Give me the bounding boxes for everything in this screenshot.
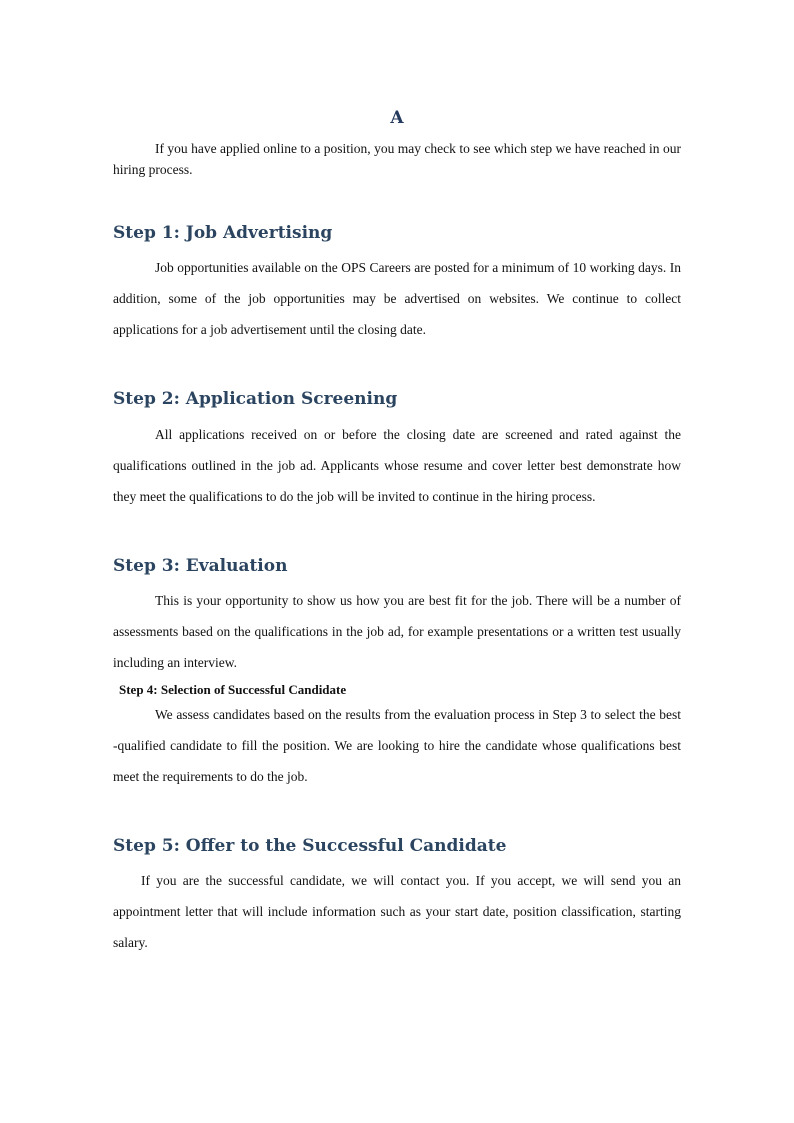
step-2-heading: Step 2: Application Screening <box>113 389 398 409</box>
intro-paragraph: If you have applied online to a position, you may check to see which step we have reached in our hiring process. <box>113 141 681 177</box>
step-1-heading: Step 1: Job Advertising <box>113 223 333 243</box>
step-5-paragraph: If you are the successful candidate, we will contact you. If you accept, we will send you an appointment letter that will include information such as your start date, position classification, starting salary. <box>113 873 681 950</box>
step-4-paragraph: We assess candidates based on the results from the evaluation process in Step 3 to select the best -qualified candidate to fill the position. We are looking to hire the candidate whose qualifications best meet the requirements to do the job. <box>113 707 681 784</box>
step-1-paragraph: Job opportunities available on the OPS Careers are posted for a minimum of 10 working days. In addition, some of the job opportunities may be advertised on websites. We continue to collect applications for a job advertisement until the closing date. <box>113 260 681 337</box>
step-3-heading: Step 3: Evaluation <box>113 556 288 576</box>
step-4-heading: Step 4: Selection of Successful Candidate <box>119 682 347 697</box>
step-5-heading: Step 5: Offer to the Successful Candidate <box>113 836 507 856</box>
step-2-paragraph: All applications received on or before the closing date are screened and rated against the qualifications outlined in the job ad. Applicants whose resume and cover letter best demonstrate how they meet the qualifications to do the job will be invited to continue in the hiring process. <box>113 427 681 504</box>
document-title: A <box>390 108 404 128</box>
step-3-paragraph: This is your opportunity to show us how you are best fit for the job. There will be a number of assessments based on the qualifications in the job ad, for example presentations or a written test usually including an interview. <box>113 593 681 670</box>
